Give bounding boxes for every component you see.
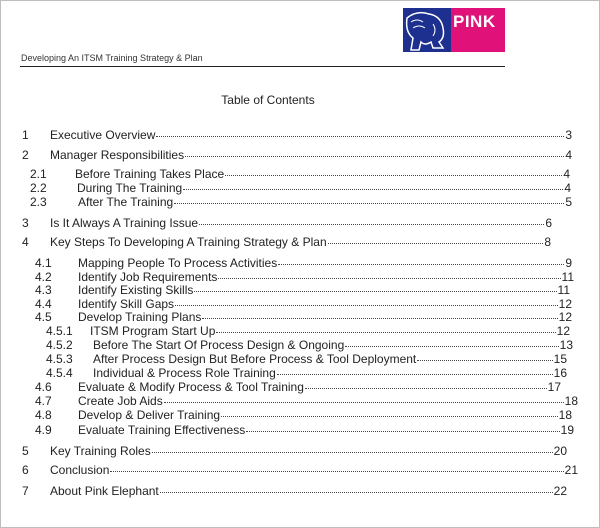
toc-entry[interactable] xyxy=(78,380,561,394)
toc-entry-number: 2.1 xyxy=(30,167,47,181)
toc-entry-number: 4.7 xyxy=(35,394,52,408)
toc-entry-page: 5 xyxy=(565,195,572,209)
toc-entry-number: 4.4 xyxy=(35,297,52,311)
toc-entry[interactable] xyxy=(93,338,573,352)
toc-entry-page: 12 xyxy=(558,297,572,311)
toc-entry-title: Before The Start Of Process Design & Ongoing xyxy=(93,338,345,352)
toc-entry[interactable] xyxy=(78,423,574,437)
header-rule xyxy=(20,66,505,67)
toc-entry-page: 18 xyxy=(558,408,572,422)
toc-entry-page: 6 xyxy=(545,216,552,230)
toc-entry[interactable] xyxy=(78,310,572,324)
toc-entry-page: 17 xyxy=(547,380,561,394)
toc-entry-title: During The Training xyxy=(77,181,183,195)
toc-entry[interactable] xyxy=(78,408,572,422)
toc-entry-page: 3 xyxy=(565,128,572,142)
dot-leader xyxy=(194,291,556,292)
dot-leader xyxy=(277,374,553,375)
dot-leader xyxy=(221,416,558,417)
dot-leader xyxy=(278,264,564,265)
toc-entry-title: Is It Always A Training Issue xyxy=(50,216,199,230)
toc-entry-page: 8 xyxy=(544,235,551,249)
dot-leader xyxy=(110,471,563,472)
toc-entry-number: 4.1 xyxy=(35,256,52,270)
toc-entry-page: 21 xyxy=(564,463,578,477)
toc-entry-number: 3 xyxy=(22,216,29,230)
dot-leader xyxy=(185,156,564,157)
toc-entry-page: 18 xyxy=(564,394,578,408)
toc-entry-number: 2.2 xyxy=(30,181,47,195)
dot-leader xyxy=(328,243,544,244)
dot-leader xyxy=(246,431,559,432)
toc-entry-page: 13 xyxy=(559,338,573,352)
toc-entry-number: 4.5 xyxy=(35,310,52,324)
dot-leader xyxy=(164,402,564,403)
toc-entry-title: Evaluate Training Effectiveness xyxy=(78,423,246,437)
toc-entry-page: 16 xyxy=(553,366,567,380)
dot-leader xyxy=(152,452,553,453)
toc-entry-title: Manager Responsibilities xyxy=(50,148,185,162)
toc-entry-title: Identify Job Requirements xyxy=(78,270,218,284)
toc-entry-page: 4 xyxy=(563,167,570,181)
dot-leader xyxy=(202,318,557,319)
toc-entry-title: Key Steps To Developing A Training Strategy & Plan xyxy=(50,235,327,249)
toc-entry-page: 9 xyxy=(565,256,572,270)
toc-entry-number: 4.9 xyxy=(35,423,52,437)
toc-entry[interactable] xyxy=(78,394,578,408)
toc-entry-page: 11 xyxy=(561,270,574,284)
toc-entry-number: 4.8 xyxy=(35,408,52,422)
toc-entry[interactable] xyxy=(50,128,572,142)
toc-entry-number: 2 xyxy=(22,148,29,162)
toc-entry-page: 22 xyxy=(553,484,567,498)
toc-entry[interactable] xyxy=(78,195,572,209)
toc-entry-number: 4.2 xyxy=(35,270,52,284)
toc-entry-title: Create Job Aids xyxy=(78,394,163,408)
toc-entry[interactable] xyxy=(50,216,552,230)
toc-entry-title: ITSM Program Start Up xyxy=(90,324,216,338)
pink-elephant-logo xyxy=(403,8,505,52)
toc-entry-title: About Pink Elephant xyxy=(50,484,159,498)
dot-leader xyxy=(160,492,553,493)
toc-entry-page: 4 xyxy=(565,148,572,162)
dot-leader xyxy=(305,388,547,389)
toc-entry[interactable] xyxy=(78,297,572,311)
toc-entry-number: 4.5.4 xyxy=(46,366,73,380)
toc-entry-title: Mapping People To Process Activities xyxy=(78,256,278,270)
toc-entry-page: 12 xyxy=(556,324,570,338)
toc-entry[interactable] xyxy=(75,167,570,181)
toc-entry-title: After Process Design But Before Process & Tool Deployment xyxy=(93,352,417,366)
toc-entry[interactable] xyxy=(50,444,567,458)
toc-entry-title: Individual & Process Role Training xyxy=(93,366,276,380)
dot-leader xyxy=(345,346,558,347)
toc-entry-page: 4 xyxy=(564,181,571,195)
toc-entry-number: 4.5.1 xyxy=(46,324,73,338)
dot-leader xyxy=(175,305,558,306)
toc-entry-number: 6 xyxy=(22,463,29,477)
toc-entry[interactable] xyxy=(93,366,567,380)
toc-entry-title: Develop & Deliver Training xyxy=(78,408,221,422)
toc-entry-page: 19 xyxy=(560,423,574,437)
toc-entry-title: Key Training Roles xyxy=(50,444,151,458)
toc-entry-number: 4.6 xyxy=(35,380,52,394)
toc-entry-number: 2.3 xyxy=(30,195,47,209)
dot-leader xyxy=(174,203,564,204)
toc-entry-number: 4 xyxy=(22,235,29,249)
logo-text: PINK xyxy=(451,8,505,52)
toc-entry[interactable] xyxy=(90,324,570,338)
toc-entry-title: After The Training xyxy=(78,195,174,209)
toc-entry[interactable] xyxy=(78,270,574,284)
dot-leader xyxy=(225,175,562,176)
toc-entry[interactable] xyxy=(93,352,567,366)
toc-entry[interactable] xyxy=(50,463,578,477)
toc-entry-title: Identify Existing Skills xyxy=(78,283,194,297)
toc-entry-number: 4.5.2 xyxy=(46,338,73,352)
toc-entry-number: 5 xyxy=(22,444,29,458)
toc-entry-title: Executive Overview xyxy=(50,128,156,142)
elephant-icon xyxy=(403,8,451,52)
dot-leader xyxy=(199,224,544,225)
toc-entry-number: 7 xyxy=(22,484,29,498)
toc-entry-title: Develop Training Plans xyxy=(78,310,202,324)
toc-entry[interactable] xyxy=(78,283,570,297)
toc-entry[interactable] xyxy=(50,235,551,249)
toc-entry-number: 4.3 xyxy=(35,283,52,297)
toc-entry-title: Before Training Takes Place xyxy=(75,167,225,181)
toc-entry-title: Evaluate & Modify Process & Tool Training xyxy=(78,380,304,394)
document-header: Developing An ITSM Training Strategy & Plan xyxy=(21,53,203,63)
toc-entry[interactable] xyxy=(50,148,572,162)
toc-entry-title: Identify Skill Gaps xyxy=(78,297,175,311)
toc-entry-page: 12 xyxy=(558,310,572,324)
toc-entry-number: 1 xyxy=(22,128,29,142)
toc-title: Table of Contents xyxy=(221,93,315,107)
toc-entry-page: 11 xyxy=(557,283,570,297)
dot-leader xyxy=(417,360,552,361)
toc-entry[interactable] xyxy=(78,256,572,270)
dot-leader xyxy=(216,332,555,333)
toc-entry-page: 20 xyxy=(553,444,567,458)
dot-leader xyxy=(218,278,560,279)
toc-entry[interactable] xyxy=(77,181,571,195)
toc-entry-title: Conclusion xyxy=(50,463,110,477)
toc-entry[interactable] xyxy=(50,484,567,498)
toc-entry-page: 15 xyxy=(553,352,567,366)
dot-leader xyxy=(156,136,564,137)
dot-leader xyxy=(183,189,563,190)
toc-entry-number: 4.5.3 xyxy=(46,352,73,366)
